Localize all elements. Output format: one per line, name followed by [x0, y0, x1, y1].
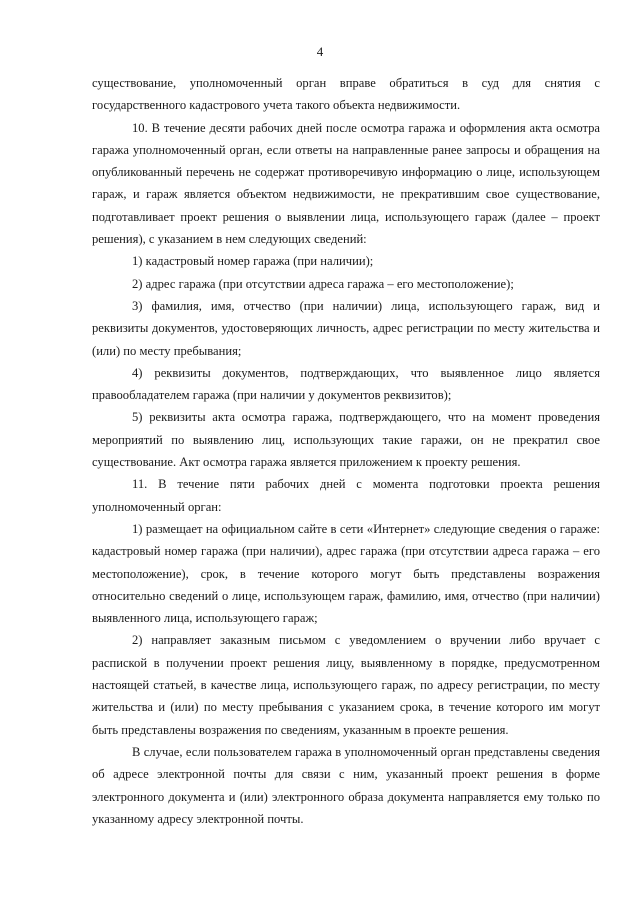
document-body: [92, 72, 600, 830]
paragraph-subitem-1: 1) кадастровый номер гаража (при наличии);: [132, 254, 374, 269]
paragraph-subitem-5: 5) реквизиты акта осмотра гаража, подтверждающего, что на момент проведения мероприятий по выявлению лиц, использующих такие гаражи, он не прекратил свое существование. Акт осмотра гаража является приложением к проекту решения.: [92, 410, 600, 470]
paragraph-subitem-3: 3) фамилия, имя, отчество (при наличии) лица, использующего гараж, вид и реквизиты документов, удостоверяющих личность, адрес регистрации по месту жительства и (или) по месту пребывания;: [92, 298, 600, 358]
paragraph-email-case: В случае, если пользователем гаража в уполномоченный орган представлены сведения об адресе электронной почты для связи с ним, указанный проект решения в форме электронного документа и (или) электронного образа документа направляется ему только по указанному адресу электронной почты.: [92, 744, 600, 826]
paragraph-item-11-subitem-1: 1) размещает на официальном сайте в сети «Интернет» следующие сведения о гараже: кадастровый номер гаража (при наличии), адрес гаража (при отсутствии адреса гаража – его местоположение), срок, в течение которого могут быть представлены возражения относительно сведений о лице, использующем гараж, фамилию, имя, отчество (при наличии) выявленного лица, использующего гараж;: [92, 521, 600, 626]
paragraph-item-11: 11. В течение пяти рабочих дней с момента подготовки проекта решения уполномоченный орган:: [92, 477, 600, 514]
page-number: 4: [316, 44, 324, 59]
paragraph-subitem-4: 4) реквизиты документов, подтверждающих, что выявленное лицо является правообладателем гаража (при наличии у документов реквизитов);: [92, 365, 600, 403]
paragraph-continuation: существование, уполномоченный орган вправе обратиться в суд для снятия с государственного кадастрового учета такого объекта недвижимости.: [92, 76, 600, 113]
paragraph-item-11-subitem-2: 2) направляет заказным письмом с уведомлением о вручении либо вручает с распиской в получении проект решения лицу, выявленному в порядке, предусмотренном настоящей статьей, в качестве лица, использующего гараж, по адресу регистрации, по месту жительства и (или) по месту пребывания с указанием срока, в течение которого им могут быть представлены возражения по сведениям, указанным в проекте решения.: [92, 633, 600, 737]
paragraph-subitem-2: 2) адрес гаража (при отсутствии адреса гаража – его местоположение);: [132, 276, 514, 291]
paragraph-item-10: 10. В течение десяти рабочих дней после осмотра гаража и оформления акта осмотра гаража уполномоченный орган, если ответы на направленные ранее запросы и обращения на опубликованный перечень не содержат противоречивую информацию о лице, использующем гараж, и гараж является объектом недвижимости, не прекратившим свое существование, подготавливает проект решения о выявлении лица, использующего гараж (далее – проект решения), с указанием в нем следующих сведений:: [92, 120, 600, 247]
